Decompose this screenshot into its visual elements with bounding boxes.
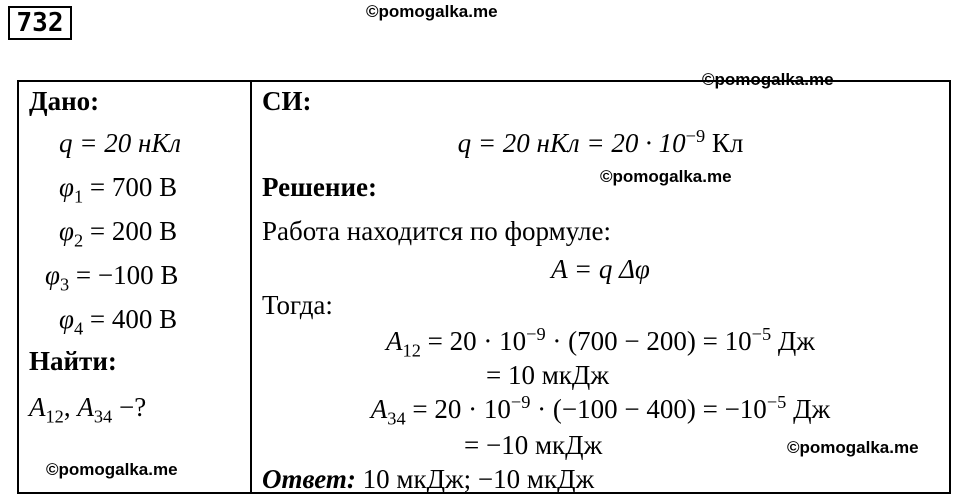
find-a12: A bbox=[29, 392, 46, 422]
si-heading: СИ: bbox=[262, 86, 312, 116]
phi2-sub: 2 bbox=[73, 230, 84, 251]
a34-unit: Дж bbox=[786, 394, 831, 424]
given-charge-text: q = 20 нКл bbox=[59, 128, 182, 158]
phi2-rest: = 200 В bbox=[83, 216, 178, 246]
a12-lhs: A bbox=[386, 326, 403, 356]
solution-table bbox=[17, 80, 951, 494]
a34-equation bbox=[252, 392, 949, 429]
phi1-rest: = 700 В bbox=[83, 172, 178, 202]
phi4-sub: 4 bbox=[73, 318, 84, 339]
watermark-upper-right: ©pomogalka.me bbox=[702, 70, 834, 89]
work-formula-text: A = q Δφ bbox=[551, 254, 650, 284]
find-rest: −? bbox=[112, 392, 147, 422]
watermark-lower-right: ©pomogalka.me bbox=[787, 438, 919, 457]
find-a34-sub: 34 bbox=[93, 406, 113, 427]
find-a34: A bbox=[77, 392, 94, 422]
a12-equation bbox=[252, 324, 949, 361]
a34-lhs-sub: 34 bbox=[387, 408, 406, 429]
a34-mid2: · (−100 − 400) = −10 bbox=[530, 394, 767, 424]
find-heading: Найти: bbox=[29, 346, 117, 376]
find-quantities bbox=[29, 392, 147, 427]
solution-column bbox=[252, 82, 949, 492]
si-conv-left: q = 20 нКл = 20 · 10 bbox=[457, 128, 686, 158]
phi4-var: φ bbox=[59, 304, 74, 334]
phi4-rest: = 400 В bbox=[83, 304, 178, 334]
a12-exp1: −9 bbox=[526, 324, 546, 344]
solution-heading: Решение: bbox=[262, 172, 377, 202]
si-conv-unit: Кл bbox=[705, 128, 744, 158]
a12-unit: Дж bbox=[771, 326, 815, 356]
answer-value: 10 мкДж; −10 мкДж bbox=[355, 464, 595, 494]
given-phi2 bbox=[59, 216, 178, 251]
find-sep: , bbox=[63, 392, 78, 422]
a34-lhs: A bbox=[370, 394, 388, 424]
watermark-middle: ©pomogalka.me bbox=[600, 167, 732, 186]
solution-intro: Работа находится по формуле: bbox=[262, 216, 611, 246]
phi3-rest: = −100 В bbox=[69, 260, 179, 290]
given-phi3 bbox=[45, 260, 179, 295]
phi1-sub: 1 bbox=[73, 186, 84, 207]
a34-exp1: −9 bbox=[510, 392, 531, 412]
problem-number: 732 bbox=[8, 6, 72, 40]
phi2-var: φ bbox=[59, 216, 74, 246]
watermark-top: ©pomogalka.me bbox=[366, 2, 498, 21]
phi3-var: φ bbox=[45, 260, 60, 290]
work-formula bbox=[252, 254, 949, 284]
a34-exp2: −5 bbox=[766, 392, 787, 412]
solution-then: Тогда: bbox=[262, 290, 333, 320]
given-phi4 bbox=[59, 304, 178, 339]
si-conversion bbox=[252, 128, 949, 158]
find-a12-sub: 12 bbox=[45, 406, 64, 427]
si-conv-exp: −9 bbox=[685, 126, 706, 146]
a12-result: = 10 мкДж bbox=[486, 360, 610, 390]
given-charge bbox=[59, 128, 181, 158]
phi1-var: φ bbox=[59, 172, 74, 202]
a12-lhs-sub: 12 bbox=[402, 340, 421, 361]
a12-mid: = 20 · 10 bbox=[420, 326, 527, 356]
a34-result: = −10 мкДж bbox=[464, 430, 603, 460]
a12-exp2: −5 bbox=[751, 324, 772, 344]
phi3-sub: 3 bbox=[59, 274, 70, 295]
a34-mid: = 20 · 10 bbox=[405, 394, 511, 424]
answer-label: Ответ: bbox=[262, 464, 356, 494]
answer-line bbox=[262, 464, 594, 494]
a12-mid2: · (700 − 200) = 10 bbox=[545, 326, 752, 356]
watermark-lower-left: ©pomogalka.me bbox=[46, 460, 178, 479]
given-phi1 bbox=[59, 172, 178, 207]
given-heading: Дано: bbox=[29, 86, 100, 116]
